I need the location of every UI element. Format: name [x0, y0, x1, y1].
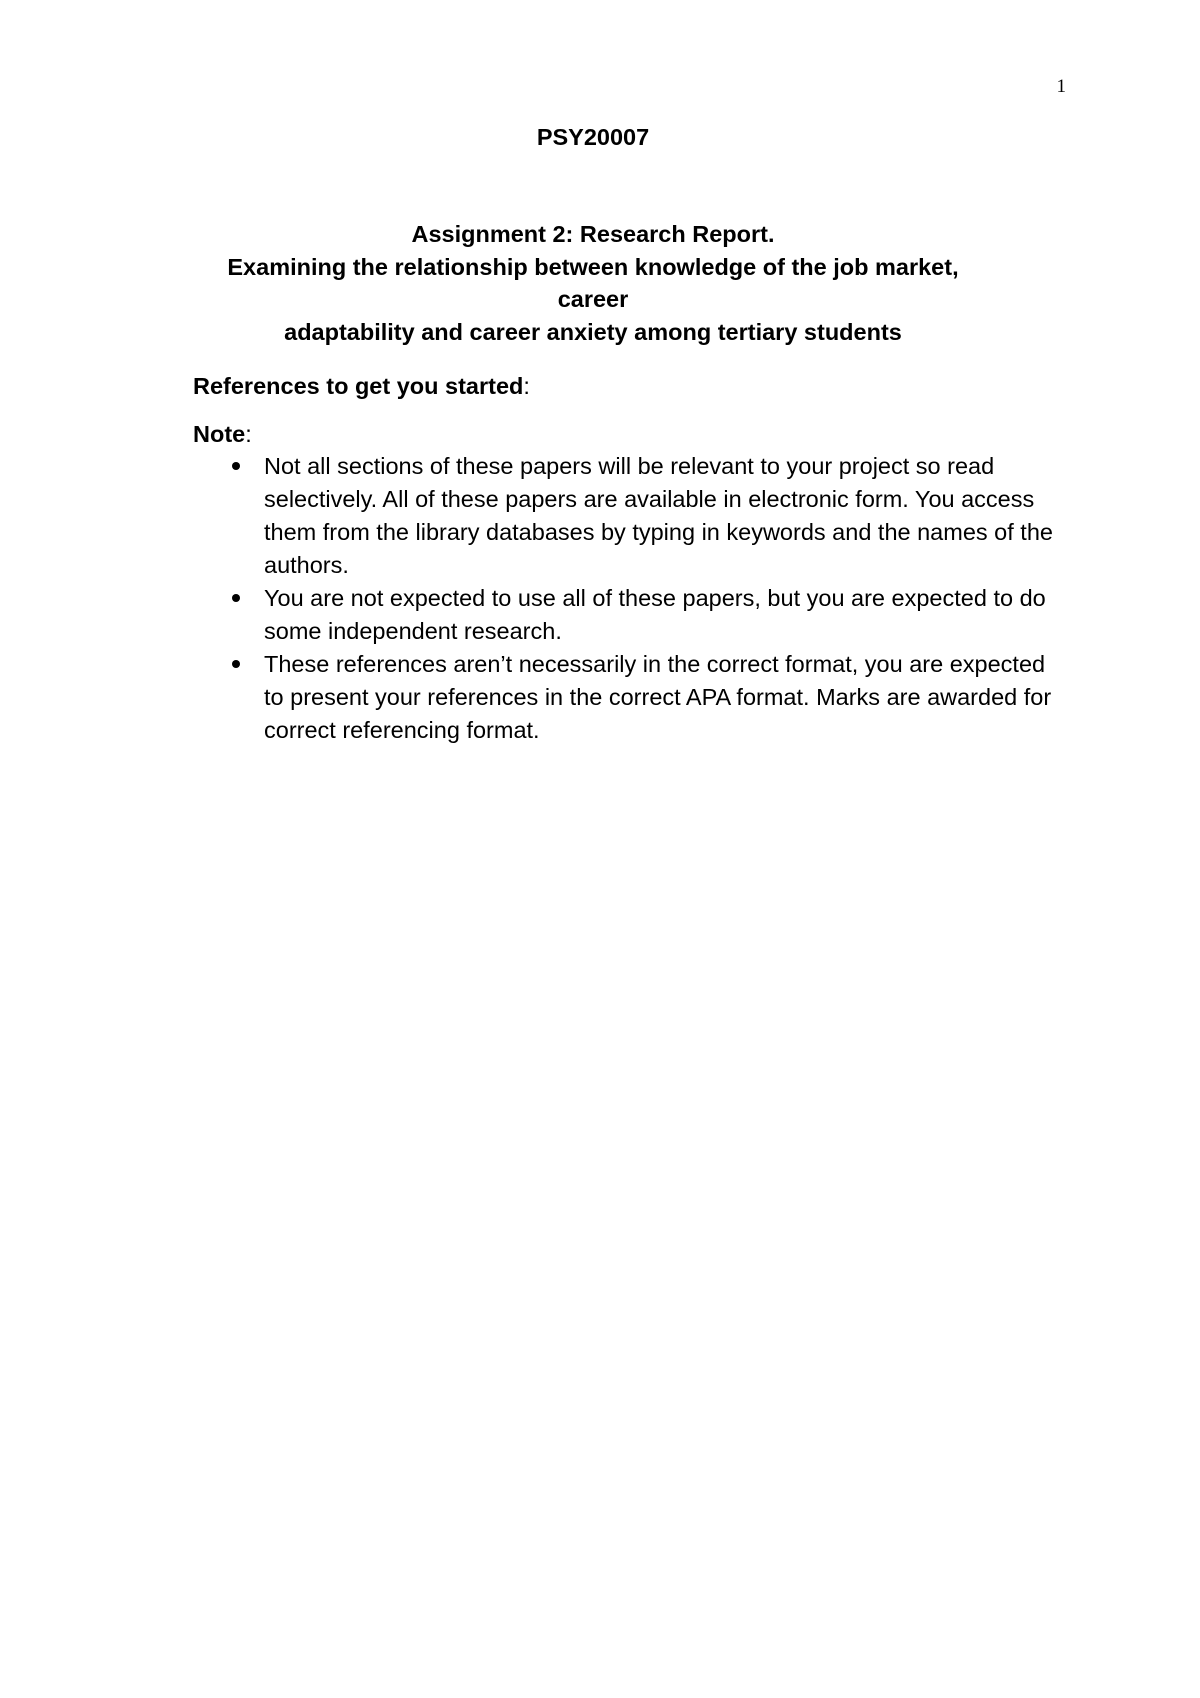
note-list — [193, 450, 1065, 747]
title-block — [193, 218, 993, 348]
references-heading-colon: : — [523, 373, 530, 399]
topic-line-2: adaptability and career anxiety among tertiary students — [284, 318, 902, 345]
list-item-text: You are not expected to use all of these papers, but you are expected to do some independent research. — [264, 585, 1046, 644]
assignment-title: Assignment 2: Research Report. — [411, 221, 775, 247]
page-number: 1 — [1056, 76, 1066, 97]
bullet-icon — [232, 660, 240, 668]
bullet-icon — [232, 594, 240, 602]
list-item — [193, 582, 1065, 648]
bullet-icon — [232, 462, 240, 470]
note-heading — [193, 418, 1065, 451]
references-heading — [193, 370, 1065, 403]
list-item — [193, 648, 1065, 747]
course-code: PSY20007 — [536, 124, 650, 150]
note-heading-text: Note — [193, 421, 246, 447]
list-item — [193, 450, 1065, 582]
references-heading-text: References to get you started — [193, 373, 524, 399]
note-heading-colon: : — [245, 421, 252, 447]
list-item-text: These references aren’t necessarily in the correct format, you are expected to present your references in the correct APA format. Marks are awarded for correct referencing format. — [264, 651, 1052, 743]
list-item-text: Not all sections of these papers will be relevant to your project so read selectively. All of these papers are available in electronic form. You access them from the library databases by typing in keywords and the names of the authors. — [264, 453, 1053, 578]
topic-line-1: Examining the relationship between knowledge of the job market, career — [227, 253, 959, 312]
